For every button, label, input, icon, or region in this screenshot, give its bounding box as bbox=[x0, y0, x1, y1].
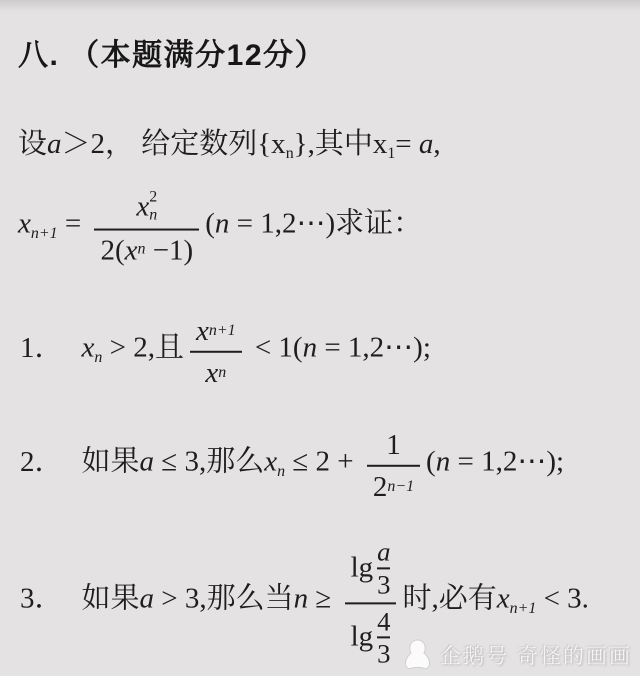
den-suffix: −1) bbox=[145, 234, 194, 267]
fraction-bar bbox=[367, 465, 420, 467]
inequality-le-2-plus: ≤ 2 + bbox=[285, 445, 361, 478]
lg-label: lg bbox=[350, 551, 374, 584]
then-label: 那么 bbox=[206, 445, 265, 478]
fraction-denominator bbox=[345, 606, 397, 670]
intro-text-she: 设 bbox=[18, 127, 48, 160]
den-base-2: 2 bbox=[372, 471, 388, 503]
then-must-label: 时,必有 bbox=[402, 582, 497, 615]
watermark bbox=[404, 639, 632, 670]
var-a: a bbox=[377, 536, 391, 567]
fraction-bar bbox=[190, 351, 242, 353]
var-x: x bbox=[264, 445, 278, 478]
item-number: 2． bbox=[20, 445, 64, 478]
if-label: 如果 bbox=[81, 445, 140, 478]
var-a: a bbox=[418, 127, 434, 160]
subscript-n: n bbox=[218, 363, 227, 381]
fraction-denominator bbox=[94, 232, 199, 268]
inner-fraction-4-3 bbox=[377, 607, 390, 669]
den-prefix: 2( bbox=[100, 234, 125, 267]
inequality-gt-3: > 3, bbox=[154, 582, 207, 615]
var-x: x bbox=[18, 207, 31, 240]
superscript-2: 2 bbox=[149, 188, 158, 206]
var-x: x bbox=[195, 314, 209, 347]
denominator-3: 3 bbox=[377, 638, 391, 669]
subscript-n: n bbox=[285, 145, 294, 163]
fraction-numerator bbox=[130, 188, 163, 227]
fraction-numerator bbox=[345, 536, 397, 600]
subscript-n-plus-1: n+1 bbox=[30, 224, 58, 242]
paren-open: ( bbox=[205, 207, 215, 240]
fraction-denominator bbox=[367, 469, 420, 505]
fraction-bar bbox=[345, 602, 397, 604]
fraction-numerator bbox=[190, 313, 242, 349]
intro-text-sequence: ＞2， 给定数列{x bbox=[61, 127, 286, 160]
subscript-1: 1 bbox=[387, 145, 396, 163]
intro-comma: , bbox=[433, 127, 441, 160]
if-label: 如果 bbox=[81, 582, 140, 615]
item-2 bbox=[20, 425, 564, 503]
condition-range: = 1,2⋯); bbox=[450, 445, 565, 478]
ge-sign: ≥ bbox=[308, 582, 339, 615]
lg-label: lg bbox=[350, 620, 374, 653]
subscript-n: n bbox=[149, 206, 158, 224]
and-label: 且 bbox=[154, 331, 184, 364]
fraction-numerator bbox=[380, 427, 407, 463]
condition-range: = 1,2⋯); bbox=[317, 331, 431, 364]
sup-sub-stack bbox=[149, 189, 157, 226]
var-a: a bbox=[139, 445, 155, 478]
subscript-n-plus-1: n+1 bbox=[509, 599, 537, 617]
subscript-n: n bbox=[94, 348, 103, 366]
condition-range: = 1,2⋯) bbox=[229, 207, 336, 240]
fraction bbox=[94, 188, 199, 269]
var-n: n bbox=[293, 582, 309, 615]
var-n: n bbox=[214, 207, 230, 240]
fraction-denominator bbox=[199, 355, 232, 391]
item-number: 1． bbox=[20, 331, 64, 364]
var-a: a bbox=[139, 582, 155, 615]
penguin-icon bbox=[404, 639, 431, 670]
fraction bbox=[367, 427, 420, 505]
paren-open: ( bbox=[426, 445, 436, 478]
numerator-1: 1 bbox=[386, 428, 401, 461]
item-number: 3． bbox=[20, 582, 64, 615]
numerator-4: 4 bbox=[377, 606, 391, 636]
fraction-bar bbox=[94, 228, 199, 230]
subscript-n-plus-1: n+1 bbox=[208, 321, 236, 339]
var-n: n bbox=[435, 445, 451, 478]
equals-sign: = bbox=[57, 207, 89, 240]
inequality-lt-3: < 3. bbox=[536, 582, 589, 615]
subscript-n: n bbox=[137, 240, 146, 258]
denominator-3: 3 bbox=[377, 569, 391, 600]
watermark-text: 企鹅号 奇怪的画画 bbox=[440, 644, 632, 668]
item-1 bbox=[20, 311, 431, 389]
prove-label: 求证： bbox=[335, 207, 423, 240]
fraction bbox=[190, 313, 242, 391]
inequality-gt-2: > 2, bbox=[102, 331, 155, 364]
var-n: n bbox=[302, 331, 318, 364]
var-x: x bbox=[124, 234, 138, 267]
inequality-le-3: ≤ 3, bbox=[154, 445, 207, 478]
intro-text-qizhong: },其中x bbox=[293, 127, 388, 160]
var-x: x bbox=[136, 190, 150, 223]
intro-line bbox=[18, 121, 441, 163]
equals-sign: = bbox=[395, 127, 419, 160]
inequality-lt-1: < 1( bbox=[247, 331, 303, 364]
var-x: x bbox=[81, 331, 95, 364]
recurrence-line bbox=[18, 186, 422, 267]
log-ratio-fraction bbox=[345, 536, 397, 669]
var-a: a bbox=[47, 127, 62, 160]
inner-fraction-a-3 bbox=[377, 537, 390, 599]
problem-title: 八. （本题满分12分） bbox=[18, 39, 327, 72]
var-x: x bbox=[205, 357, 219, 389]
var-x: x bbox=[496, 582, 510, 615]
subscript-n: n bbox=[277, 462, 286, 480]
then-when-label: 那么当 bbox=[206, 582, 294, 615]
superscript-n-minus-1: n−1 bbox=[387, 477, 415, 495]
